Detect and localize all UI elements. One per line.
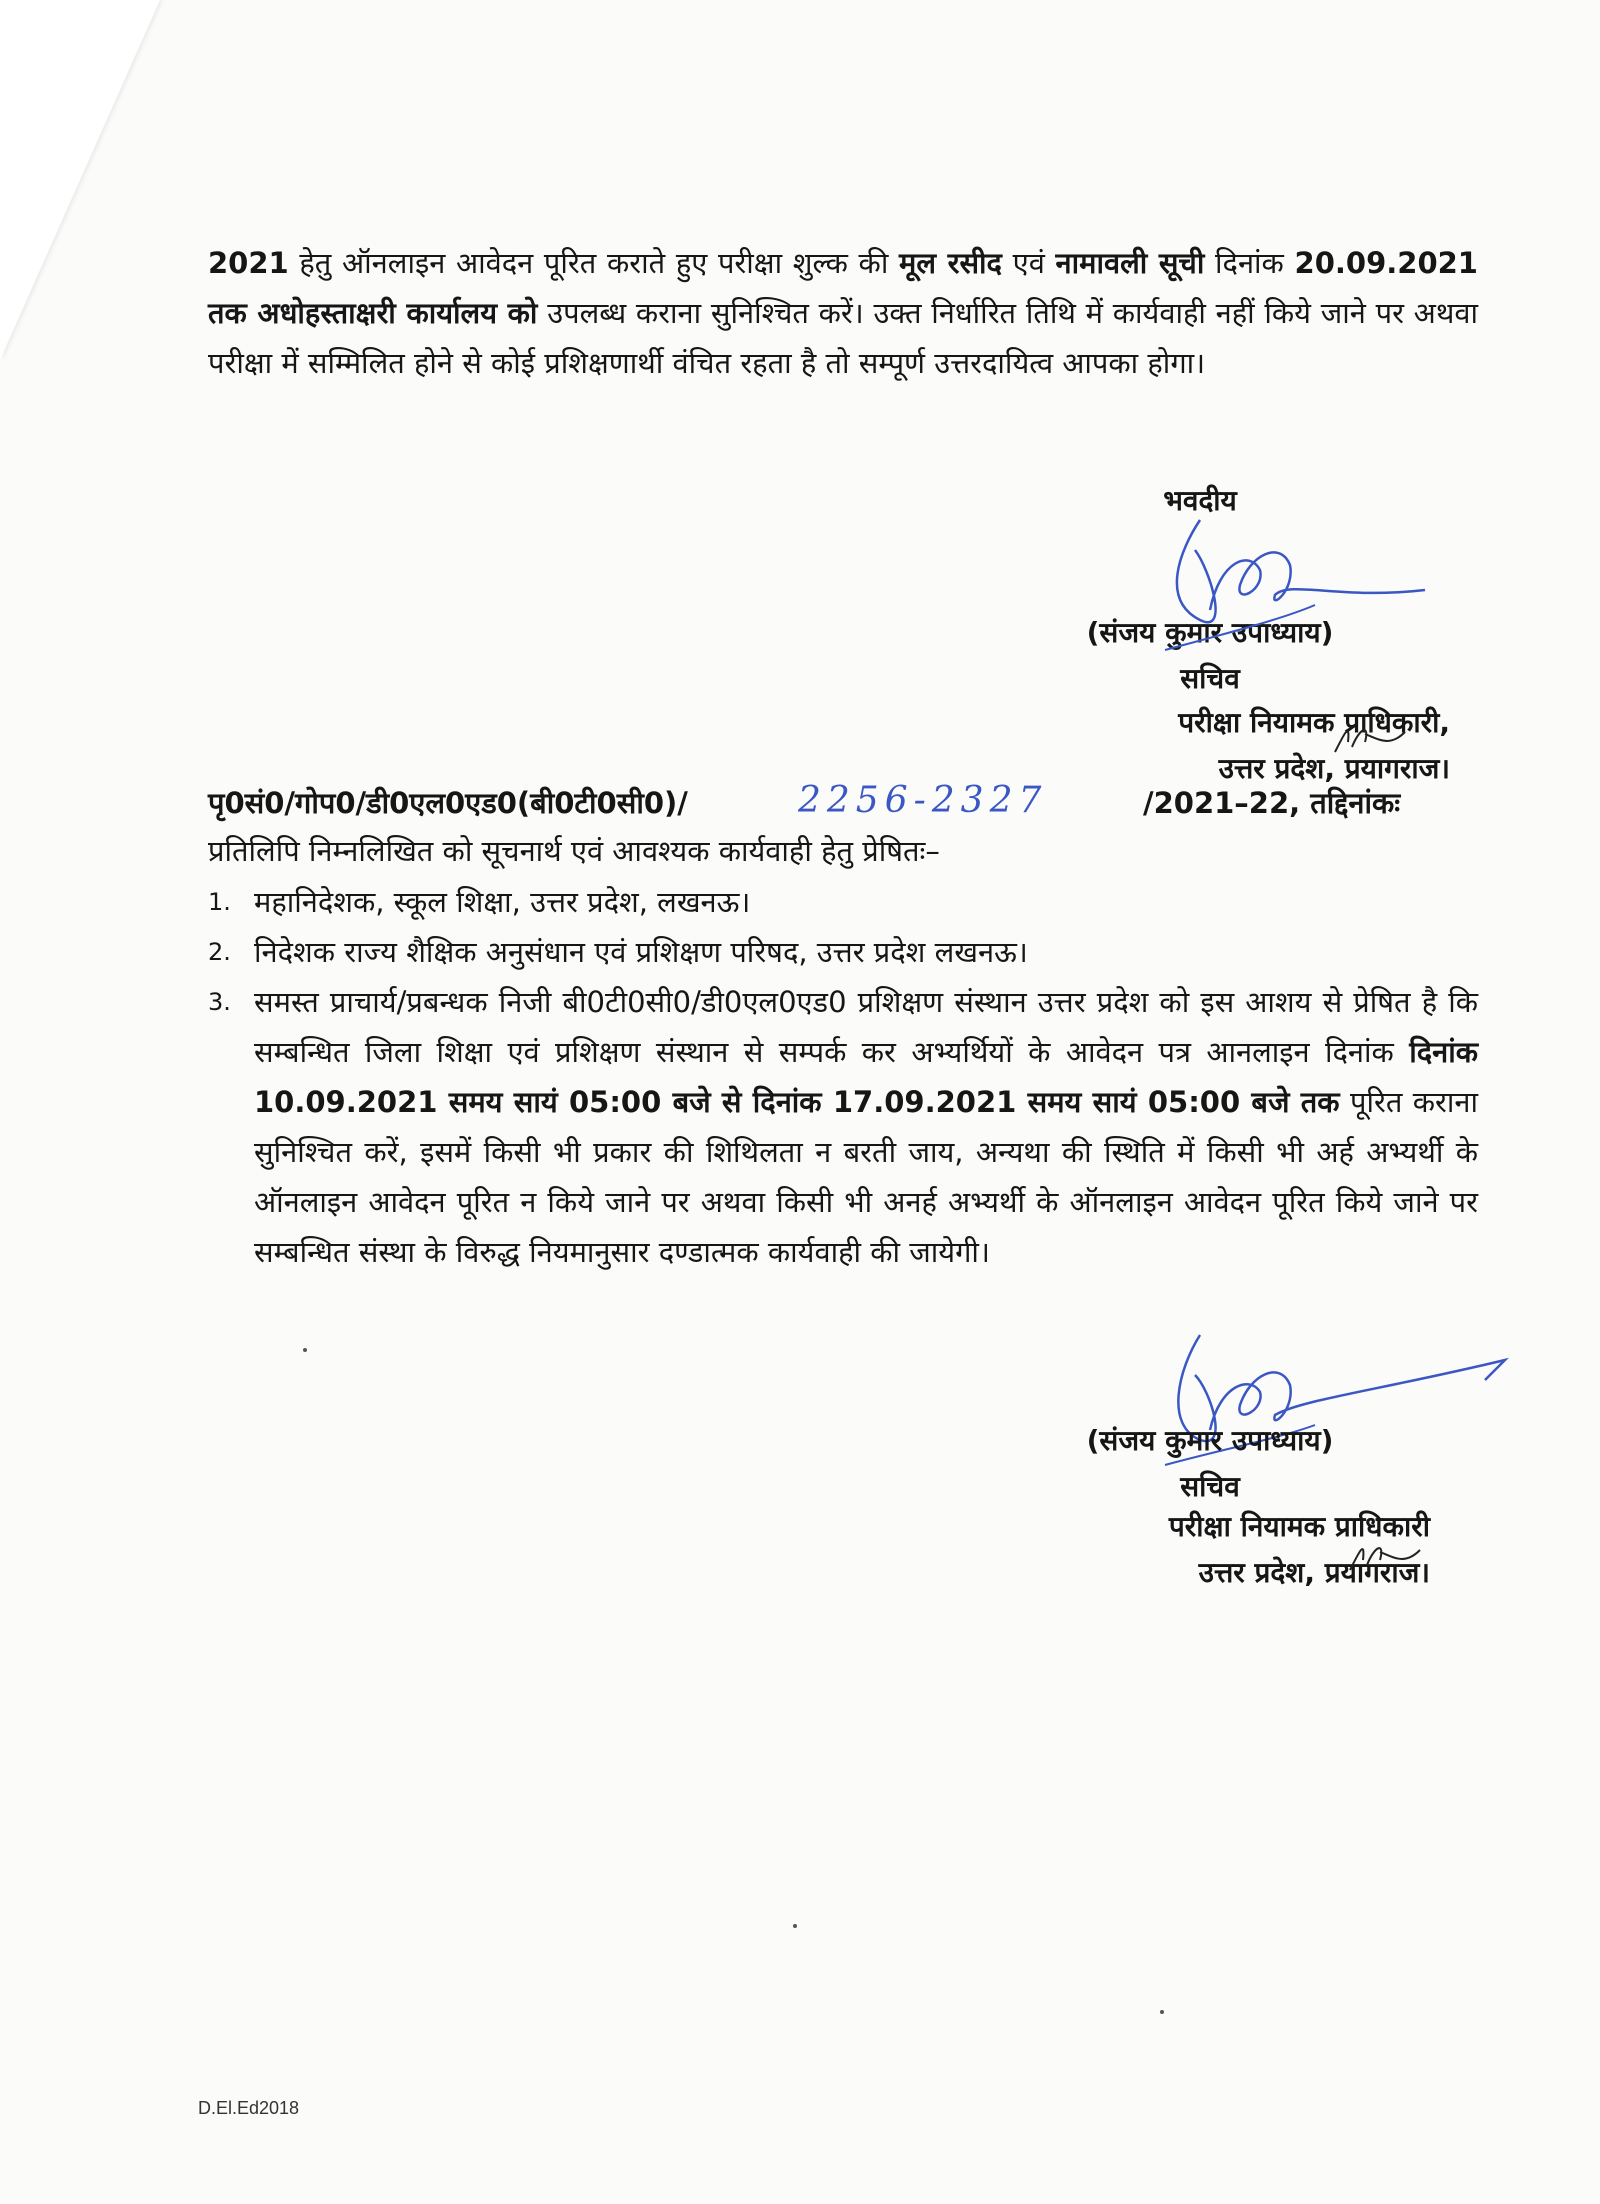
folded-corner	[0, 0, 160, 360]
signatory-office: परीक्षा नियामक प्राधिकारी	[1168, 1510, 1430, 1543]
footer-code: D.El.Ed2018	[198, 2098, 300, 2118]
handwritten-dispatch-number: 2256-2327	[798, 780, 1048, 821]
handwritten-signature-1	[1140, 510, 1440, 670]
signatory-office: परीक्षा नियामक प्राधिकारी,	[1178, 706, 1450, 739]
text-segment: उपलब्ध कराना सुनिश्चित करें। उक्त निर्धारित तिथि में कार्यवाही नहीं किये जाने पर अथवा परीक्षा में सम्मिलित होने से कोई प्रशिक्षणार्थी वंचित रहता है तो सम्पूर्ण उत्तरदायित्व आपका होगा।	[208, 296, 1479, 380]
paragraph-1	[208, 238, 1478, 388]
text-segment: एवं	[1001, 246, 1056, 280]
copy-list-item-3-text	[254, 977, 1478, 1277]
signatory-designation: सचिव	[1180, 662, 1240, 695]
text-segment: समस्त प्राचार्य/प्रबन्धक निजी बी0टी0सी0/डी0एल0एड0 प्रशिक्षण संस्थान उत्तर प्रदेश को इस आशय से प्रेषित है कि सम्बन्धित जिला शिक्षा एवं प्रशिक्षण संस्थान से सम्पर्क कर अभ्यर्थियों के आवेदन पत्र आनलाइन दिनांक	[254, 985, 1478, 1069]
text-segment: दिनांक	[1204, 246, 1295, 280]
reference-line	[208, 780, 1498, 826]
speck	[793, 1924, 797, 1928]
bold-text-segment: नामावली सूची	[1055, 246, 1205, 280]
initials-mark-2	[1345, 1530, 1425, 1580]
signatory-name: (संजय कुमार उपाध्याय)	[1086, 1424, 1334, 1457]
copy-intro: प्रतिलिपि निम्नलिखित को सूचनार्थ एवं आवश्यक कार्यवाही हेतु प्रेषितः–	[208, 834, 940, 868]
bold-text-segment: मूल रसीद	[899, 246, 1002, 280]
text-segment: हेतु ऑनलाइन आवेदन पूरित कराते हुए परीक्षा शुल्क की	[288, 246, 900, 280]
reference-prefix: पृ0सं0/गोप0/डी0एल0एड0(बी0टी0सी0)/	[208, 786, 688, 820]
text-segment: पूरित कराना सुनिश्चित करें, इसमें किसी भी प्रकार की शिथिलता न बरती जाय, अन्यथा की स्थिति में किसी भी अर्ह अभ्यर्थी के ऑनलाइन आवेदन पूरित न किये जाने पर अथवा किसी भी अनर्ह अभ्यर्थी के ऑनलाइन आवेदन पूरित किये जाने पर सम्बन्धित संस्था के विरुद्ध नियमानुसार दण्डात्मक कार्यवाही की जायेगी।	[254, 1085, 1478, 1269]
bold-text-segment: दिनांक 10.09.2021 समय सायं 05:00 बजे से दिनांक 17.09.2021 समय सायं 05:00 बजे तक	[254, 1035, 1478, 1119]
bold-text-segment: 2021	[208, 246, 289, 280]
reference-suffix: /2021–22, तद्दिनांकः	[1143, 786, 1401, 820]
signature-block-2	[1020, 1418, 1400, 1510]
signatory-location: उत्तर प्रदेश, प्रयागराज।	[1218, 752, 1450, 785]
signatory-name: (संजय कुमार उपाध्याय)	[1086, 616, 1334, 649]
speck	[303, 1348, 307, 1352]
speck	[1160, 2010, 1164, 2014]
signatory-location: उत्तर प्रदेश, प्रयागराज।	[1198, 1556, 1430, 1589]
copy-list-item: 3. समस्त प्राचार्य/प्रबन्धक निजी बी0टी0सी0/डी0एल0एड0 प्रशिक्षण संस्थान उत्तर प्रदेश को इस आशय से प्रेषित है कि सम्बन्धित जिला शिक्षा एवं प्रशिक्षण संस्थान से सम्पर्क कर अभ्यर्थियों के आवेदन पत्र आनलाइन दिनांक दिनांक 10.09.2021 समय सायं 05:00 बजे से दिनांक 17.09.2021 समय सायं 05:00 बजे तक पूरित कराना सुनिश्चित करें, इसमें किसी भी प्रकार की शिथिलता न बरती जाय, अन्यथा की स्थिति में किसी भी अर्ह अभ्यर्थी के ऑनलाइन आवेदन पूरित न किये जाने पर अथवा किसी भी अनर्ह अभ्यर्थी के ऑनलाइन आवेदन पूरित किये जाने पर सम्बन्धित संस्था के विरुद्ध नियमानुसार दण्डात्मक कार्यवाही की जायेगी।	[208, 977, 1478, 1277]
copy-list-item: 1. महानिदेशक, स्कूल शिक्षा, उत्तर प्रदेश, लखनऊ।	[208, 885, 751, 919]
initials-mark-1	[1330, 712, 1410, 762]
copy-list-item: 2. निदेशक राज्य शैक्षिक अनुसंधान एवं प्रशिक्षण परिषद, उत्तर प्रदेश लखनऊ।	[208, 935, 1028, 969]
closing: भवदीय	[1163, 484, 1237, 517]
bold-text-segment: 20.09.2021 तक अधोहस्ताक्षरी कार्यालय को	[208, 246, 1478, 330]
signatory-designation: सचिव	[1180, 1470, 1240, 1503]
